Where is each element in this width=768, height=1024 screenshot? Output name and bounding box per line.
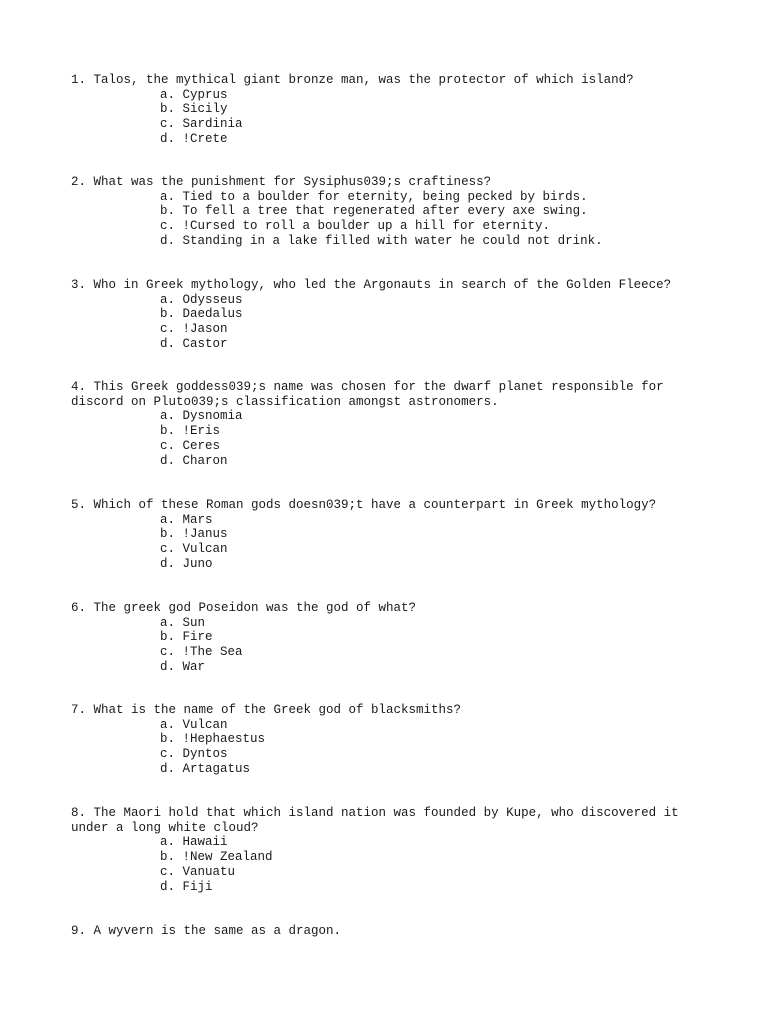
answer-options <box>71 718 461 777</box>
question-1 <box>71 73 634 147</box>
option-a: a. Cyprus <box>160 87 228 102</box>
question-text: 5. Which of these Roman gods doesn039;t have a counterpart in Greek mythology? <box>71 498 657 512</box>
question-3 <box>71 278 671 352</box>
question-text: 4. This Greek goddess039;s name was chosen for the dwarf planet responsible for discord on Pluto039;s classification amongst astronomers. <box>71 380 672 409</box>
option-a: a. Sun <box>160 615 206 630</box>
question-4 <box>71 380 711 468</box>
option-d: d. War <box>160 659 206 674</box>
question-5 <box>71 498 656 572</box>
question-text: 8. The Maori hold that which island nation was founded by Kupe, who discovered it under a long white cloud? <box>71 806 687 835</box>
option-b: b. !Janus <box>160 527 228 542</box>
question-text: 3. Who in Greek mythology, who led the Argonauts in search of the Golden Fleece? <box>71 278 672 292</box>
answer-options <box>71 835 711 894</box>
option-a: a. Hawaii <box>160 835 228 850</box>
option-c: c. !Cursed to roll a boulder up a hill for eternity. <box>160 219 551 234</box>
option-a: a. Dysnomia <box>160 409 243 424</box>
answer-options <box>71 88 634 147</box>
answer-options <box>71 190 603 249</box>
option-a: a. Mars <box>160 512 213 527</box>
answer-options <box>71 616 416 675</box>
option-c: c. !Jason <box>160 322 228 337</box>
option-c: c. Dyntos <box>160 747 228 762</box>
option-b: b. !New Zealand <box>160 850 273 865</box>
option-b: b. To fell a tree that regenerated after every axe swing. <box>160 204 588 219</box>
option-c: c. !The Sea <box>160 645 243 660</box>
question-text: 2. What was the punishment for Sysiphus039;s craftiness? <box>71 175 492 189</box>
option-b: b. !Eris <box>160 424 221 439</box>
option-c: c. Vulcan <box>160 542 228 557</box>
option-c: c. Sardinia <box>160 117 243 132</box>
option-a: a. Tied to a boulder for eternity, being pecked by birds. <box>160 189 588 204</box>
question-8 <box>71 806 711 894</box>
option-d: d. Charon <box>160 453 228 468</box>
option-b: b. Daedalus <box>160 307 243 322</box>
question-text: 7. What is the name of the Greek god of blacksmiths? <box>71 703 462 717</box>
option-d: d. !Crete <box>160 131 228 146</box>
answer-options <box>71 513 656 572</box>
question-text: 1. Talos, the mythical giant bronze man, was the protector of which island? <box>71 73 634 87</box>
option-b: b. !Hephaestus <box>160 732 266 747</box>
option-a: a. Vulcan <box>160 717 228 732</box>
option-b: b. Sicily <box>160 102 228 117</box>
option-d: d. Juno <box>160 556 213 571</box>
answer-options <box>71 409 711 468</box>
question-9 <box>71 924 341 939</box>
question-text: 9. A wyvern is the same as a dragon. <box>71 924 342 938</box>
option-d: d. Standing in a lake filled with water he could not drink. <box>160 233 603 248</box>
question-text: 6. The greek god Poseidon was the god of what? <box>71 601 417 615</box>
question-7 <box>71 703 461 777</box>
option-d: d. Artagatus <box>160 761 251 776</box>
option-a: a. Odysseus <box>160 292 243 307</box>
option-d: d. Castor <box>160 336 228 351</box>
question-6 <box>71 601 416 675</box>
answer-options <box>71 293 671 352</box>
option-d: d. Fiji <box>160 879 213 894</box>
option-c: c. Ceres <box>160 438 221 453</box>
question-2 <box>71 175 603 249</box>
option-c: c. Vanuatu <box>160 864 236 879</box>
option-b: b. Fire <box>160 630 213 645</box>
